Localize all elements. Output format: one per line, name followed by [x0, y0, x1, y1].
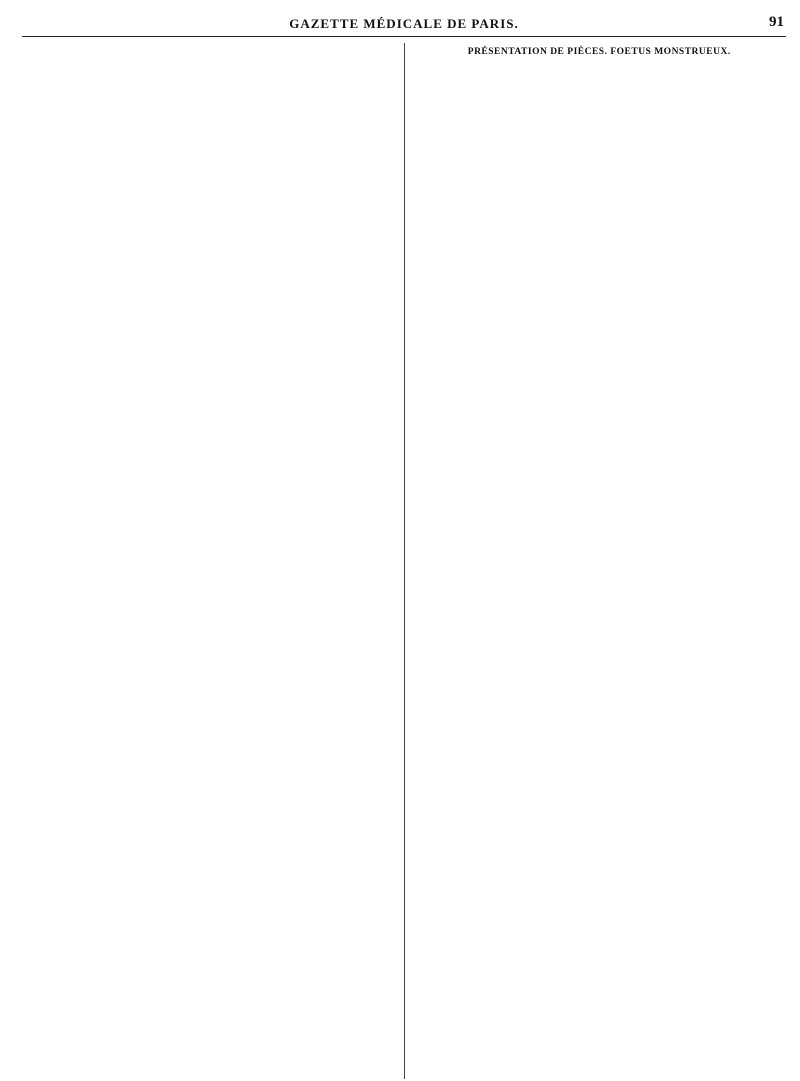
two-column-body — [22, 43, 786, 1079]
page-header — [22, 10, 786, 37]
right-column — [405, 43, 787, 1079]
journal-title: GAZETTE MÉDICALE DE PARIS. — [289, 16, 519, 31]
page-number: 91 — [769, 14, 784, 30]
section-heading: PRÉSENTATION DE PIÈCES. FOETUS MONSTRUEUX. — [467, 47, 731, 57]
left-column — [22, 43, 405, 1079]
